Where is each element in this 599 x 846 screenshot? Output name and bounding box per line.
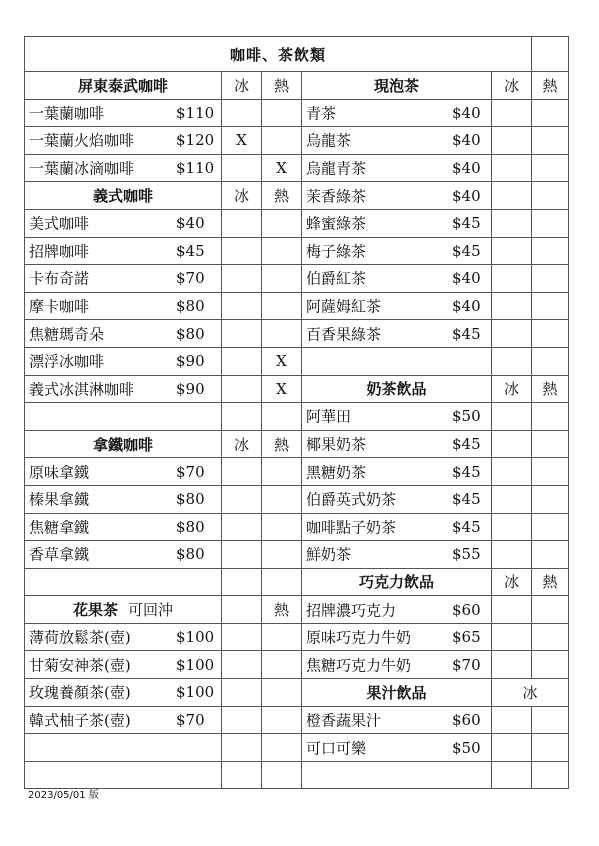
hot-mark	[262, 99, 302, 127]
hot-mark	[532, 651, 569, 679]
item-price: $70	[452, 655, 481, 674]
item-name: 鮮奶茶	[306, 545, 352, 564]
hot-mark	[532, 320, 569, 348]
title-blank-cell	[532, 37, 569, 72]
hot-mark	[262, 513, 302, 541]
item-price: $60	[452, 600, 481, 619]
hot-mark	[532, 403, 569, 431]
item-name: 蜂蜜綠茶	[306, 214, 367, 233]
section-title: 拿鐵咖啡	[92, 435, 153, 454]
section-header	[302, 72, 492, 100]
iced-mark	[222, 99, 262, 127]
menu-row	[25, 320, 569, 348]
hot-mark	[532, 182, 569, 210]
item-price: $40	[452, 186, 481, 205]
item-name: 漂浮冰咖啡	[29, 352, 105, 371]
menu-item	[25, 265, 222, 293]
item-name: 黑糖奶茶	[306, 463, 367, 482]
iced-mark: X	[222, 127, 262, 155]
item-price: $80	[176, 517, 205, 536]
item-price: $40	[452, 269, 481, 288]
section-title: 屏東泰武咖啡	[77, 76, 168, 95]
menu-item	[25, 209, 222, 237]
menu-row	[25, 182, 569, 210]
item-price: $80	[176, 490, 205, 509]
hot-mark: 熱	[262, 430, 302, 458]
hot-mark	[262, 320, 302, 348]
iced-mark	[222, 596, 262, 624]
empty-cell	[25, 568, 222, 596]
iced-mark	[222, 761, 262, 789]
iced-mark	[492, 347, 532, 375]
item-name: 薄荷放鬆茶(壺)	[29, 628, 131, 647]
menu-item	[302, 651, 492, 679]
iced-mark	[492, 320, 532, 348]
iced-mark	[492, 734, 532, 762]
hot-mark	[262, 403, 302, 431]
menu-item	[302, 237, 492, 265]
item-name: 招牌咖啡	[29, 242, 90, 261]
item-name: 甘菊安神茶(壺)	[29, 656, 131, 675]
menu-item	[302, 99, 492, 127]
item-name: 可口可樂	[306, 739, 367, 758]
menu-row	[25, 375, 569, 403]
menu-item	[302, 541, 492, 569]
item-price: $90	[176, 352, 205, 371]
item-name: 一葉蘭火焰咖啡	[29, 131, 135, 150]
iced-mark	[492, 458, 532, 486]
iced-mark	[492, 127, 532, 155]
item-price: $80	[176, 297, 205, 316]
menu-row	[25, 237, 569, 265]
menu-item	[302, 623, 492, 651]
iced-mark	[222, 403, 262, 431]
hot-mark	[532, 485, 569, 513]
section-title: 巧克力飲品	[358, 573, 434, 592]
menu-item	[25, 154, 222, 182]
menu-row	[25, 72, 569, 100]
hot-mark	[532, 513, 569, 541]
hot-mark	[262, 623, 302, 651]
item-price: $70	[176, 462, 205, 481]
iced-mark	[222, 320, 262, 348]
hot-mark	[532, 209, 569, 237]
menu-item	[25, 237, 222, 265]
menu-row	[25, 154, 569, 182]
item-name: 原味巧克力牛奶	[306, 628, 412, 647]
item-price: $65	[452, 628, 481, 647]
menu-row	[25, 734, 569, 762]
iced-mark	[492, 237, 532, 265]
menu-item	[25, 706, 222, 734]
item-name: 百香果綠茶	[306, 325, 382, 344]
hot-mark	[532, 458, 569, 486]
hot-mark	[262, 237, 302, 265]
hot-mark	[532, 761, 569, 789]
hot-mark	[262, 127, 302, 155]
item-price: $100	[176, 655, 215, 674]
hot-mark	[262, 706, 302, 734]
menu-item	[302, 734, 492, 762]
iced-mark	[492, 403, 532, 431]
item-price: $120	[176, 131, 215, 150]
item-name: 伯爵英式奶茶	[306, 490, 397, 509]
hot-mark	[262, 209, 302, 237]
menu-item	[25, 320, 222, 348]
item-name: 焦糖拿鐵	[29, 518, 90, 537]
section-header	[302, 679, 492, 707]
section-title: 現泡茶	[373, 76, 419, 95]
hot-mark	[532, 265, 569, 293]
item-price: $45	[452, 517, 481, 536]
hot-mark: 熱	[262, 596, 302, 624]
menu-item	[25, 679, 222, 707]
menu-row	[25, 651, 569, 679]
item-price: $40	[176, 214, 205, 233]
section-header	[25, 430, 222, 458]
section-title: 奶茶飲品	[366, 380, 427, 399]
menu-item	[25, 292, 222, 320]
hot-mark	[532, 706, 569, 734]
hot-mark: X	[262, 375, 302, 403]
menu-item	[302, 320, 492, 348]
menu-row	[25, 347, 569, 375]
menu-row	[25, 209, 569, 237]
hot-mark: 熱	[262, 182, 302, 210]
menu-row	[25, 761, 569, 789]
iced-mark	[492, 623, 532, 651]
iced-mark	[222, 513, 262, 541]
menu-item	[302, 403, 492, 431]
section-header	[25, 182, 222, 210]
iced-mark	[222, 568, 262, 596]
item-price: $40	[452, 103, 481, 122]
menu-item	[25, 375, 222, 403]
item-name: 烏龍茶	[306, 131, 352, 150]
menu-item	[302, 458, 492, 486]
hot-mark: X	[262, 347, 302, 375]
item-price: $40	[452, 297, 481, 316]
iced-mark	[222, 292, 262, 320]
iced-mark	[492, 485, 532, 513]
menu-item	[25, 485, 222, 513]
item-price: $55	[452, 545, 481, 564]
item-name: 橙香蔬果汁	[306, 711, 382, 730]
iced-mark	[222, 541, 262, 569]
empty-cell	[25, 734, 222, 762]
item-name: 青茶	[306, 104, 337, 123]
item-name: 卡布奇諾	[29, 269, 90, 288]
empty-cell	[302, 347, 492, 375]
item-price: $45	[452, 490, 481, 509]
item-price: $50	[452, 407, 481, 426]
item-name: 香草拿鐵	[29, 545, 90, 564]
iced-mark	[492, 706, 532, 734]
section-header	[302, 375, 492, 403]
iced-mark	[492, 99, 532, 127]
iced-mark	[222, 209, 262, 237]
menu-row	[25, 430, 569, 458]
iced-mark: 冰	[222, 72, 262, 100]
item-name: 椰果奶茶	[306, 435, 367, 454]
item-name: 焦糖瑪奇朵	[29, 325, 105, 344]
item-name: 韓式柚子茶(壺)	[29, 711, 131, 730]
empty-cell	[25, 761, 222, 789]
hot-mark: 熱	[262, 72, 302, 100]
iced-mark: 冰	[492, 568, 532, 596]
hot-mark	[532, 734, 569, 762]
iced-mark: 冰	[492, 375, 532, 403]
hot-mark	[532, 99, 569, 127]
item-price: $40	[452, 131, 481, 150]
hot-mark	[532, 347, 569, 375]
item-name: 烏龍青茶	[306, 159, 367, 178]
iced-mark	[492, 761, 532, 789]
menu-row	[25, 99, 569, 127]
section-note: 可回沖	[128, 601, 174, 620]
iced-mark	[222, 651, 262, 679]
iced-mark	[492, 596, 532, 624]
hot-mark	[532, 596, 569, 624]
menu-row	[25, 458, 569, 486]
item-name: 招牌濃巧克力	[306, 601, 397, 620]
item-price: $80	[176, 545, 205, 564]
iced-mark	[222, 734, 262, 762]
hot-mark	[532, 541, 569, 569]
menu-item	[302, 513, 492, 541]
item-price: $45	[452, 214, 481, 233]
item-name: 摩卡咖啡	[29, 297, 90, 316]
iced-mark	[492, 209, 532, 237]
menu-item	[302, 292, 492, 320]
item-price: $100	[176, 683, 215, 702]
menu-item	[25, 99, 222, 127]
menu-row	[25, 127, 569, 155]
hot-mark	[262, 292, 302, 320]
menu-row	[25, 513, 569, 541]
version-footer: 2023/05/01 版	[28, 790, 99, 801]
hot-mark	[532, 237, 569, 265]
menu-item	[25, 623, 222, 651]
menu-row	[25, 623, 569, 651]
iced-mark: 冰	[222, 182, 262, 210]
item-price: $60	[452, 710, 481, 729]
menu-item	[302, 430, 492, 458]
item-name: 玫瑰養顏茶(壺)	[29, 683, 131, 702]
iced-mark	[222, 485, 262, 513]
iced-mark	[222, 679, 262, 707]
menu-item	[302, 127, 492, 155]
iced-mark	[492, 430, 532, 458]
item-name: 伯爵紅茶	[306, 269, 367, 288]
hot-mark	[262, 568, 302, 596]
menu-item	[25, 651, 222, 679]
hot-mark	[262, 541, 302, 569]
item-name: 茉香綠茶	[306, 187, 367, 206]
menu-row	[25, 568, 569, 596]
hot-mark	[532, 127, 569, 155]
iced-mark	[222, 458, 262, 486]
hot-mark: 熱	[532, 568, 569, 596]
menu-item	[302, 485, 492, 513]
item-price: $45	[452, 435, 481, 454]
menu-row	[25, 403, 569, 431]
item-price: $45	[176, 241, 205, 260]
section-title: 義式咖啡	[92, 187, 153, 206]
empty-cell	[302, 761, 492, 789]
item-name: 原味拿鐵	[29, 463, 90, 482]
hot-mark: 熱	[532, 72, 569, 100]
hot-mark	[262, 485, 302, 513]
iced-mark	[492, 292, 532, 320]
item-price: $100	[176, 628, 215, 647]
menu-item	[25, 541, 222, 569]
item-name: 榛果拿鐵	[29, 490, 90, 509]
hot-mark	[262, 734, 302, 762]
section-header	[25, 596, 222, 624]
item-name: 阿華田	[306, 407, 352, 426]
menu-row	[25, 485, 569, 513]
empty-cell	[25, 403, 222, 431]
menu-row	[25, 265, 569, 293]
menu-item	[302, 706, 492, 734]
menu-item	[25, 458, 222, 486]
hot-mark	[262, 458, 302, 486]
hot-mark: 熱	[532, 375, 569, 403]
menu-item	[302, 182, 492, 210]
menu-row	[25, 541, 569, 569]
item-price: $70	[176, 269, 205, 288]
iced-mark: 冰	[492, 72, 532, 100]
hot-mark	[262, 679, 302, 707]
hot-mark	[262, 265, 302, 293]
menu-row	[25, 706, 569, 734]
iced-mark	[492, 154, 532, 182]
section-header	[25, 72, 222, 100]
item-name: 一葉蘭冰滴咖啡	[29, 159, 135, 178]
iced-mark	[222, 375, 262, 403]
item-name: 美式咖啡	[29, 214, 90, 233]
menu-item	[302, 209, 492, 237]
menu-row	[25, 292, 569, 320]
hot-mark	[262, 651, 302, 679]
menu-item	[302, 265, 492, 293]
item-name: 義式冰淇淋咖啡	[29, 380, 135, 399]
menu-item	[25, 127, 222, 155]
iced-mark	[492, 182, 532, 210]
item-price: $45	[452, 462, 481, 481]
item-price: $50	[452, 738, 481, 757]
menu-item	[25, 513, 222, 541]
menu-table	[24, 36, 569, 789]
iced-mark	[222, 347, 262, 375]
item-price: $110	[176, 103, 215, 122]
item-name: 咖啡點子奶茶	[306, 518, 397, 537]
item-price: $45	[452, 324, 481, 343]
hot-mark	[532, 292, 569, 320]
iced-mark: 冰	[492, 679, 569, 707]
item-name: 梅子綠茶	[306, 242, 367, 261]
menu-item	[302, 154, 492, 182]
section-title: 果汁飲品	[366, 683, 427, 702]
iced-mark	[492, 541, 532, 569]
item-price: $70	[176, 710, 205, 729]
item-price: $45	[452, 241, 481, 260]
iced-mark	[492, 513, 532, 541]
item-price: $80	[176, 324, 205, 343]
item-price: $40	[452, 159, 481, 178]
hot-mark	[532, 623, 569, 651]
menu-item	[25, 347, 222, 375]
iced-mark	[222, 706, 262, 734]
section-title: 花果茶	[72, 601, 118, 620]
menu-row	[25, 679, 569, 707]
hot-mark: X	[262, 154, 302, 182]
item-name: 阿薩姆紅茶	[306, 297, 382, 316]
item-price: $110	[176, 159, 215, 178]
menu-row	[25, 596, 569, 624]
iced-mark	[222, 623, 262, 651]
page-title: 咖啡、茶飲類	[25, 37, 532, 72]
iced-mark: 冰	[222, 430, 262, 458]
iced-mark	[222, 154, 262, 182]
hot-mark	[532, 154, 569, 182]
section-header	[302, 568, 492, 596]
item-price: $90	[176, 379, 205, 398]
iced-mark	[492, 651, 532, 679]
iced-mark	[222, 237, 262, 265]
hot-mark	[262, 761, 302, 789]
iced-mark	[492, 265, 532, 293]
menu-item	[302, 596, 492, 624]
item-name: 焦糖巧克力牛奶	[306, 656, 412, 675]
item-name: 一葉蘭咖啡	[29, 104, 105, 123]
iced-mark	[222, 265, 262, 293]
hot-mark	[532, 430, 569, 458]
